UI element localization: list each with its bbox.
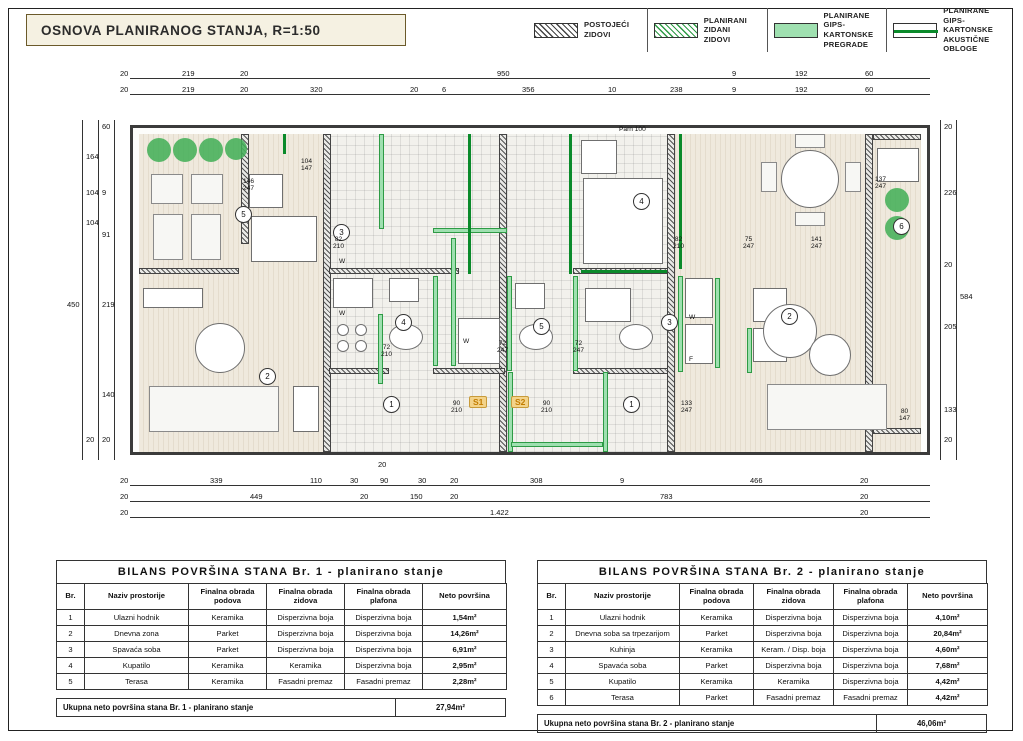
cell: Keramika [680,642,754,658]
dim-top1-0: 20 [120,69,129,78]
dim-line-bot-2 [130,501,930,502]
terrace-chair-1 [151,174,183,204]
door-tag-7: 72 247 [573,340,585,355]
door-tag-9: 141 247 [811,236,823,251]
dim-left-91: 91 [102,230,111,239]
cell: 1,54m² [423,610,507,626]
cell: Keramika [754,674,834,690]
cell: Keramika [189,658,267,674]
drawing-title [26,14,406,46]
cell: Disperzivna boja [834,674,908,690]
wall-existing-7 [329,268,459,274]
cell: Terasa [85,674,189,690]
cell: 2,28m² [423,674,507,690]
line-green-icon [893,23,937,38]
cell: Keramika [680,610,754,626]
th-br-2: Br. [538,584,566,610]
th-podovi-1: Finalna obrada podova [189,584,267,610]
bilans-grid-2 [537,583,988,706]
dim-left-104b: 104 [86,218,99,227]
dim-top2-1: 219 [182,85,195,94]
cell: Disperzivna boja [754,658,834,674]
cell: Fasadni premaz [754,690,834,706]
cell: Disperzivna boja [345,610,423,626]
th-naziv-1: Naziv prostorije [85,584,189,610]
cell: Disperzivna boja [345,642,423,658]
cell: Keramika [267,658,345,674]
door-tag-1: 146 247 [243,178,255,193]
th-zidovi-2: Finalna obrada zidova [754,584,834,610]
door-tag-4: 90 210 [451,400,463,415]
dim-bot2-1: 449 [250,492,263,501]
room-number-2-right: 2 [781,308,798,325]
partition-green-6 [573,276,578,371]
washbasin-right-2 [619,324,653,350]
cell: Kupatilo [566,674,680,690]
partition-green-2 [451,238,456,366]
dim-bot1-1: 339 [210,476,223,485]
dim-top1-6: 60 [865,69,874,78]
page-title: OSNOVA PLANIRANOG STANJA, R=1:50 [41,22,321,38]
room-number-1-right: 1 [623,396,640,413]
wall-existing-3 [499,134,507,452]
bilans-title-1: BILANS POVRŠINA STANA Br. 1 - planirano stanje [56,560,506,584]
wc-left [389,278,419,302]
legend-label-2: PLANIRANE GIPS-KARTONSKE PREGRADE [823,10,874,49]
label-w-2: W [339,310,346,317]
th-povrsina-2: Neto površina [908,584,988,610]
dim-bot1-8: 9 [620,476,625,485]
dim-line-left-1 [82,120,83,460]
cell: Disperzivna boja [834,610,908,626]
dim-line-right-1 [940,120,941,460]
cell: 2 [538,626,566,642]
dim-top1-1: 219 [182,69,195,78]
legend-label-1: PLANIRANI ZIDANI ZIDOVI [703,15,747,44]
plant-icon-1 [147,138,171,162]
th-plafona-2: Finalna obrada plafona [834,584,908,610]
cell: Ulazni hodnik [566,610,680,626]
table-header-row [538,584,988,610]
dining-chair-3 [795,134,825,148]
partition-green-4 [433,276,438,366]
label-w-3: W [463,338,470,345]
cell: Kuhinja [566,642,680,658]
wc-right [515,283,545,309]
room-number-4-left: 4 [395,314,412,331]
terrace-chair-3 [153,214,183,260]
dim-bot2-2: 20 [360,492,369,501]
cell: 2 [57,626,85,642]
table-row [538,626,988,642]
dim-top2-0: 20 [120,85,129,94]
legend-item-gips-kartonske-pregrade [767,8,887,52]
room-number-3-right: 3 [661,314,678,331]
floor-plan-drawing [60,60,973,540]
cell: Disperzivna boja [754,610,834,626]
wall-existing-2 [323,134,331,452]
cell: Disperzivna boja [267,642,345,658]
table-row [57,658,507,674]
dim-left-140: 140 [102,390,115,399]
dim-right-20c: 20 [944,435,953,444]
partition-green-13 [511,442,603,447]
dim-bot1-6: 20 [450,476,459,485]
cell: Disperzivna boja [267,610,345,626]
dim-line-bot-3 [130,517,930,518]
legend-label-3: PLANIRANE GIPS-KARTONSKE AKUSTIČNE OBLOGE [943,6,994,54]
cell: 4,42m² [908,674,988,690]
legend-item-planirani-zidani-zidovi [647,8,767,52]
legend-item-gips-kartonske-akusticne-obloge [886,8,1006,52]
cell: Parket [189,642,267,658]
cell: Fasadni premaz [267,674,345,690]
cell: 4 [57,658,85,674]
total-value-2: 46,06m² [876,715,986,732]
acoustic-lining-2 [569,134,572,274]
living-sofa-right [767,384,887,430]
cell: Keram. / Disp. boja [754,642,834,658]
dim-bot3-1: 1.422 [490,508,509,517]
cell: 5 [57,674,85,690]
bilans-title-2: BILANS POVRŠINA STANA Br. 2 - planirano stanje [537,560,987,584]
dining-chair-2 [845,162,861,192]
dim-right-20: 20 [944,122,953,131]
cell: Spavaća soba [566,658,680,674]
table-header-row [57,584,507,610]
table-row [57,642,507,658]
bedroom-nightstand-right [581,140,617,174]
legend-item-postojeci-zidovi [528,8,647,52]
dim-right-total: 584 [960,292,973,301]
partition-green-1 [379,134,384,229]
room-number-4-right: 4 [633,193,650,210]
dim-bot2-3: 150 [410,492,423,501]
door-tag-13: 80 147 [899,408,911,423]
room-number-3-left: 3 [333,224,350,241]
door-tag-0: 104 147 [301,158,313,173]
dim-bot1-2: 110 [310,476,322,485]
table-row [538,658,988,674]
door-tag-6: 72 247 [497,340,509,355]
cell: Kupatilo [85,658,189,674]
cell: Fasadni premaz [345,674,423,690]
dim-top1-5: 192 [795,69,808,78]
partition-green-10 [715,278,720,368]
table-row [538,674,988,690]
dim-bot1-5: 30 [418,476,427,485]
dim-bot3-0: 20 [120,508,129,517]
living-sofa-left [149,386,279,432]
window-tag-top: Parn 100 [619,126,646,133]
th-podovi-2: Finalna obrada podova [680,584,754,610]
dim-left-total: 450 [67,300,80,309]
table-row [538,610,988,626]
plant-icon-5 [885,188,909,212]
dim-top2-11: 60 [865,85,874,94]
hob-burner-2 [355,324,367,336]
door-tag-5: 90 210 [541,400,553,415]
table-row [57,674,507,690]
cell: 2,95m² [423,658,507,674]
dim-top2-6: 356 [522,85,535,94]
cell: Dnevna zona [85,626,189,642]
plant-icon-4 [225,138,247,160]
cell: 1 [57,610,85,626]
cell: Keramika [189,610,267,626]
dim-top2-7: 10 [608,85,617,94]
bilans-table-stan-2 [537,560,987,733]
legend [528,8,1006,52]
stair-badge-s1: S1 [469,396,487,408]
dim-right-20b: 20 [944,260,953,269]
wall-existing-9 [433,368,505,374]
table-row [57,610,507,626]
cell: Ulazni hodnik [85,610,189,626]
cell: 7,68m² [908,658,988,674]
th-br-1: Br. [57,584,85,610]
wall-existing-12 [873,134,921,140]
room-number-6-right: 6 [893,218,910,235]
terrace-chair-2 [191,174,223,204]
cell: Parket [189,626,267,642]
wall-existing-10 [573,368,668,374]
cell: 3 [538,642,566,658]
bilans-total-1 [56,698,506,717]
room-number-2-left: 2 [259,368,276,385]
cell: Parket [680,658,754,674]
room-number-1-left: 1 [383,396,400,413]
dim-line-left-2 [98,120,99,460]
room-number-5-right: 5 [533,318,550,335]
door-tag-12: 133 247 [681,400,693,415]
dim-bot2-0: 20 [120,492,129,501]
cell: Parket [680,690,754,706]
cell: Disperzivna boja [267,626,345,642]
table-row [538,642,988,658]
legend-label-0: POSTOJEĆI ZIDOVI [584,20,630,39]
dim-left-20b: 20 [86,435,95,444]
dim-bot1-10: 20 [860,476,869,485]
hob-burner-3 [337,340,349,352]
partition-green-9 [678,276,683,372]
kitchen-sink-right [685,278,713,318]
hatch-gray-icon [534,23,578,38]
acoustic-lining-5 [581,270,667,273]
label-f-1: F [689,356,694,363]
dim-top2-10: 192 [795,85,808,94]
terrace-chair-4 [191,214,221,260]
dim-top1-4: 9 [732,69,737,78]
dim-left-104: 104 [86,188,99,197]
cell: 5 [538,674,566,690]
th-naziv-2: Naziv prostorije [566,584,680,610]
door-tag-8: 75 247 [743,236,755,251]
cell: 4,42m² [908,690,988,706]
dining-table-right [781,150,839,208]
cell: Disperzivna boja [834,642,908,658]
dim-top2-3: 320 [310,85,323,94]
dim-bot-extra: 20 [378,460,387,469]
dim-top2-5: 6 [442,85,447,94]
cell: 4,60m² [908,642,988,658]
plant-icon-3 [199,138,223,162]
acoustic-lining-4 [283,134,286,154]
bilans-table-stan-1 [56,560,506,717]
dim-bot2-5: 783 [660,492,673,501]
dim-line-left-3 [114,120,115,460]
total-value-1: 27,94m² [395,699,505,716]
partition-green-8 [508,372,513,452]
label-w-1: W [339,258,346,265]
cell: Disperzivna boja [345,658,423,674]
living-shelf-left [143,288,203,308]
dining-chair-4 [795,212,825,226]
dim-left-219: 219 [102,300,115,309]
dim-right-133: 133 [944,405,957,414]
dim-left-20: 20 [102,435,111,444]
dim-bot1-9: 466 [750,476,763,485]
bedroom-bed-right [583,178,663,264]
dim-top2-9: 9 [732,85,737,94]
bedroom-nightstand-left [249,174,283,208]
dim-left-9: 9 [102,188,107,197]
partition-green-7 [603,372,608,452]
th-plafona-1: Finalna obrada plafona [345,584,423,610]
label-w-4: W [689,314,696,321]
cell: Spavaća soba [85,642,189,658]
dim-bot1-7: 308 [530,476,543,485]
dim-right-205: 205 [944,322,957,331]
dim-bot1-0: 20 [120,476,129,485]
living-cabinet-left [293,386,319,432]
dim-line-top-2 [130,94,930,95]
dim-bot2-4: 20 [450,492,459,501]
total-label-2: Ukupna neto površina stana Br. 2 - planirano stanje [544,719,735,728]
cell: 6 [538,690,566,706]
dim-bot3-2: 20 [860,508,869,517]
cell: Keramika [680,674,754,690]
table-row [57,626,507,642]
dim-line-bot-1 [130,485,930,486]
room-number-5-left: 5 [235,206,252,223]
cell: 1 [538,610,566,626]
kitchen-sink-left [333,278,373,308]
cell: Terasa [566,690,680,706]
bilans-total-2 [537,714,987,733]
dim-top1-3: 950 [497,69,510,78]
partition-green-5 [507,276,512,371]
dim-bot2-6: 20 [860,492,869,501]
bedroom-bed-left [251,216,317,262]
hatch-green-icon [654,23,698,38]
solid-green-icon [774,23,818,38]
acoustic-lining-1 [468,134,471,274]
bathtub-right [585,288,631,322]
cell: 4 [538,658,566,674]
table-row [538,690,988,706]
cell: Disperzivna boja [754,626,834,642]
total-label-1: Ukupna neto površina stana Br. 1 - planirano stanje [63,703,254,712]
cell: 14,26m² [423,626,507,642]
bilans-grid-1 [56,583,507,690]
cell: Keramika [189,674,267,690]
living-coffee-table-right [809,334,851,376]
hob-burner-4 [355,340,367,352]
cell: Disperzivna boja [345,626,423,642]
cell: 6,91m² [423,642,507,658]
cell: Fasadni premaz [834,690,908,706]
partition-green-11 [747,328,752,373]
plan-outline [130,125,930,455]
dim-bot1-3: 30 [350,476,359,485]
door-tag-10: 137 247 [875,176,887,191]
dining-chair-1 [761,162,777,192]
door-tag-2: 82 210 [333,236,345,251]
wall-existing-4 [667,134,675,452]
cell: Parket [680,626,754,642]
th-zidovi-1: Finalna obrada zidova [267,584,345,610]
dim-top2-8: 238 [670,85,683,94]
door-tag-3: 72 210 [381,344,393,359]
th-povrsina-1: Neto površina [423,584,507,610]
dim-bot1-4: 90 [380,476,389,485]
plant-icon-2 [173,138,197,162]
dim-top1-2: 20 [240,69,249,78]
dim-top2-2: 20 [240,85,249,94]
cell: 4,10m² [908,610,988,626]
wall-existing-6 [139,268,239,274]
door-tag-11: 82 210 [673,236,685,251]
cell: Disperzivna boja [834,626,908,642]
dim-left-164: 164 [86,152,99,161]
living-armchair-left [195,323,245,373]
cell: Dnevna soba sa trpezarijom [566,626,680,642]
stair-badge-s2: S2 [511,396,529,408]
dim-top2-4: 20 [410,85,419,94]
dim-left-60: 60 [102,122,111,131]
cell: Disperzivna boja [834,658,908,674]
hob-burner-1 [337,324,349,336]
cell: 20,84m² [908,626,988,642]
cell: 3 [57,642,85,658]
dim-line-top-1 [130,78,930,79]
dim-right-226: 226 [944,188,957,197]
